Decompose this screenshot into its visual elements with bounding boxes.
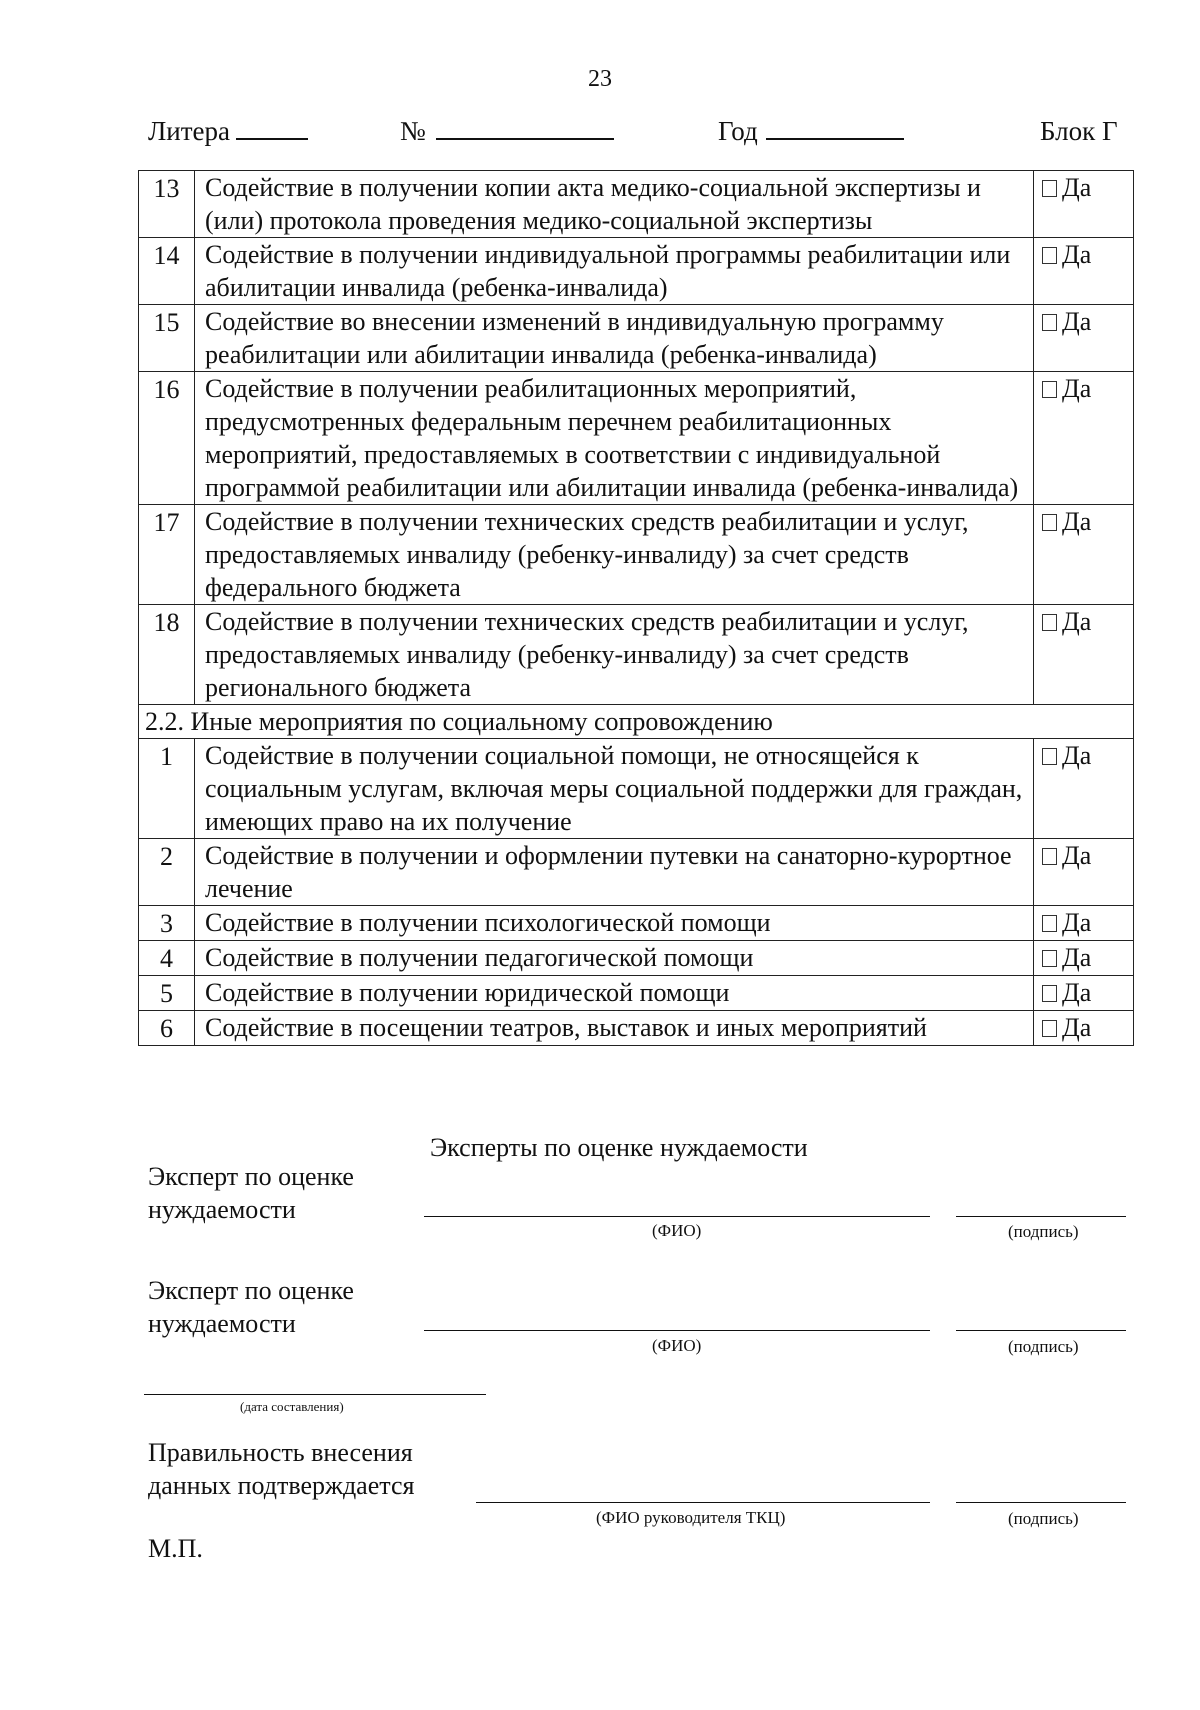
checkbox-label: Да bbox=[1062, 978, 1092, 1007]
checkbox-label: Да bbox=[1062, 1013, 1092, 1042]
checkbox-icon[interactable] bbox=[1042, 614, 1057, 631]
table-row bbox=[139, 906, 1134, 941]
row-number: 17 bbox=[139, 505, 195, 605]
checkbox-icon[interactable] bbox=[1042, 915, 1057, 932]
table-row bbox=[139, 238, 1134, 305]
stamp-label: М.П. bbox=[148, 1534, 203, 1563]
confirm-label-line2: данных подтверждается bbox=[148, 1471, 415, 1500]
expert2-signature-caption: (подпись) bbox=[1008, 1337, 1079, 1356]
table-row bbox=[139, 941, 1134, 976]
table-row bbox=[139, 976, 1134, 1011]
page-number: 23 bbox=[588, 66, 612, 92]
row-number: 5 bbox=[139, 976, 195, 1011]
checkbox-icon[interactable] bbox=[1042, 180, 1057, 197]
number-label: № bbox=[400, 116, 426, 146]
year-label: Год bbox=[718, 116, 758, 146]
expert1-fio-line[interactable] bbox=[424, 1216, 930, 1217]
row-checkbox-cell bbox=[1034, 941, 1134, 976]
row-number: 6 bbox=[139, 1011, 195, 1046]
checkbox-icon[interactable] bbox=[1042, 247, 1057, 264]
row-description: Содействие в получении юридической помощи bbox=[195, 976, 1034, 1011]
checkbox-icon[interactable] bbox=[1042, 314, 1057, 331]
section-header-row bbox=[139, 705, 1134, 739]
experts-title: Эксперты по оценке нуждаемости bbox=[430, 1133, 808, 1162]
number-field bbox=[400, 116, 614, 147]
checkbox-label: Да bbox=[1062, 240, 1092, 269]
row-checkbox-cell bbox=[1034, 739, 1134, 839]
checkbox-label: Да bbox=[1062, 607, 1092, 636]
number-input-line[interactable] bbox=[436, 116, 614, 140]
expert2-label bbox=[148, 1274, 354, 1340]
row-number: 16 bbox=[139, 372, 195, 505]
measures-rows-b bbox=[139, 739, 1134, 1046]
head-fio-caption: (ФИО руководителя ТКЦ) bbox=[596, 1508, 786, 1527]
row-description: Содействие в получении технических средств реабилитации и услуг, предоставляемых инвалиду (ребенку-инвалиду) за счет средств регионального бюджета bbox=[195, 605, 1034, 705]
row-checkbox-cell bbox=[1034, 605, 1134, 705]
table-row bbox=[139, 739, 1134, 839]
checkbox-icon[interactable] bbox=[1042, 1020, 1057, 1037]
row-checkbox-cell bbox=[1034, 305, 1134, 372]
table-row bbox=[139, 372, 1134, 505]
row-number: 15 bbox=[139, 305, 195, 372]
row-checkbox-cell bbox=[1034, 171, 1134, 238]
row-description: Содействие в посещении театров, выставок и иных мероприятий bbox=[195, 1011, 1034, 1046]
row-number: 13 bbox=[139, 171, 195, 238]
row-number: 2 bbox=[139, 839, 195, 906]
row-checkbox-cell bbox=[1034, 839, 1134, 906]
checkbox-icon[interactable] bbox=[1042, 848, 1057, 865]
row-number: 18 bbox=[139, 605, 195, 705]
expert2-fio-line[interactable] bbox=[424, 1330, 930, 1331]
expert1-label-line1: Эксперт по оценке bbox=[148, 1162, 354, 1191]
expert2-label-line2: нуждаемости bbox=[148, 1309, 296, 1338]
expert1-signature-line[interactable] bbox=[956, 1216, 1126, 1217]
expert1-label-line2: нуждаемости bbox=[148, 1195, 296, 1224]
confirm-label-line1: Правильность внесения bbox=[148, 1438, 413, 1467]
litera-field bbox=[148, 116, 308, 147]
row-description: Содействие в получении психологической помощи bbox=[195, 906, 1034, 941]
block-label: Блок Г bbox=[1040, 116, 1118, 146]
checkbox-icon[interactable] bbox=[1042, 985, 1057, 1002]
row-description: Содействие в получении копии акта медико-социальной экспертизы и (или) протокола проведения медико-социальной экспертизы bbox=[195, 171, 1034, 238]
table-row bbox=[139, 605, 1134, 705]
row-checkbox-cell bbox=[1034, 238, 1134, 305]
checkbox-icon[interactable] bbox=[1042, 381, 1057, 398]
expert1-fio-caption: (ФИО) bbox=[652, 1221, 702, 1240]
row-checkbox-cell bbox=[1034, 906, 1134, 941]
expert2-fio-caption: (ФИО) bbox=[652, 1336, 702, 1355]
checkbox-label: Да bbox=[1062, 943, 1092, 972]
row-description: Содействие в получении педагогической помощи bbox=[195, 941, 1034, 976]
row-description: Содействие во внесении изменений в индивидуальную программу реабилитации или абилитации инвалида (ребенка-инвалида) bbox=[195, 305, 1034, 372]
checkbox-icon[interactable] bbox=[1042, 514, 1057, 531]
checkbox-icon[interactable] bbox=[1042, 950, 1057, 967]
row-number: 1 bbox=[139, 739, 195, 839]
expert1-label bbox=[148, 1160, 354, 1226]
table-row bbox=[139, 839, 1134, 906]
head-signature-line[interactable] bbox=[956, 1502, 1126, 1503]
head-fio-line[interactable] bbox=[476, 1502, 930, 1503]
row-description: Содействие в получении социальной помощи, не относящейся к социальным услугам, включая меры социальной поддержки для граждан, имеющих право на их получение bbox=[195, 739, 1034, 839]
section-header-row-group bbox=[139, 705, 1134, 739]
table-row bbox=[139, 171, 1134, 238]
row-number: 14 bbox=[139, 238, 195, 305]
checkbox-label: Да bbox=[1062, 841, 1092, 870]
checkbox-label: Да bbox=[1062, 507, 1092, 536]
litera-label: Литера bbox=[148, 116, 231, 146]
year-field bbox=[718, 116, 904, 147]
row-description: Содействие в получении индивидуальной программы реабилитации или абилитации инвалида (ребенка-инвалида) bbox=[195, 238, 1034, 305]
expert2-signature-line[interactable] bbox=[956, 1330, 1126, 1331]
table-row bbox=[139, 305, 1134, 372]
litera-input-line[interactable] bbox=[236, 116, 308, 140]
row-checkbox-cell bbox=[1034, 505, 1134, 605]
expert2-label-line1: Эксперт по оценке bbox=[148, 1276, 354, 1305]
checkbox-label: Да bbox=[1062, 908, 1092, 937]
row-description: Содействие в получении и оформлении путевки на санаторно-курортное лечение bbox=[195, 839, 1034, 906]
table-row bbox=[139, 505, 1134, 605]
row-checkbox-cell bbox=[1034, 1011, 1134, 1046]
row-checkbox-cell bbox=[1034, 976, 1134, 1011]
row-number: 3 bbox=[139, 906, 195, 941]
row-checkbox-cell bbox=[1034, 372, 1134, 505]
checkbox-label: Да bbox=[1062, 307, 1092, 336]
confirm-label bbox=[148, 1436, 414, 1502]
checkbox-label: Да bbox=[1062, 374, 1092, 403]
expert1-signature-caption: (подпись) bbox=[1008, 1222, 1079, 1241]
checkbox-icon[interactable] bbox=[1042, 748, 1057, 765]
checkbox-label: Да bbox=[1062, 741, 1092, 770]
measures-rows-a bbox=[139, 171, 1134, 705]
head-signature-caption: (подпись) bbox=[1008, 1509, 1079, 1528]
year-input-line[interactable] bbox=[766, 116, 904, 140]
checkbox-label: Да bbox=[1062, 173, 1092, 202]
row-description: Содействие в получении технических средств реабилитации и услуг, предоставляемых инвалиду (ребенку-инвалиду) за счет средств федерального бюджета bbox=[195, 505, 1034, 605]
section-title: 2.2. Иные мероприятия по социальному сопровождению bbox=[139, 705, 1134, 739]
measures-table bbox=[138, 170, 1134, 1046]
table-row bbox=[139, 1011, 1134, 1046]
row-number: 4 bbox=[139, 941, 195, 976]
date-caption: (дата составления) bbox=[240, 1399, 344, 1414]
date-line[interactable] bbox=[144, 1394, 486, 1395]
row-description: Содействие в получении реабилитационных мероприятий, предусмотренных федеральным перечнем реабилитационных мероприятий, предоставляемых в соответствии с индивидуальной программой реабилитации или абилитации инвалида (ребенка-инвалида) bbox=[195, 372, 1034, 505]
